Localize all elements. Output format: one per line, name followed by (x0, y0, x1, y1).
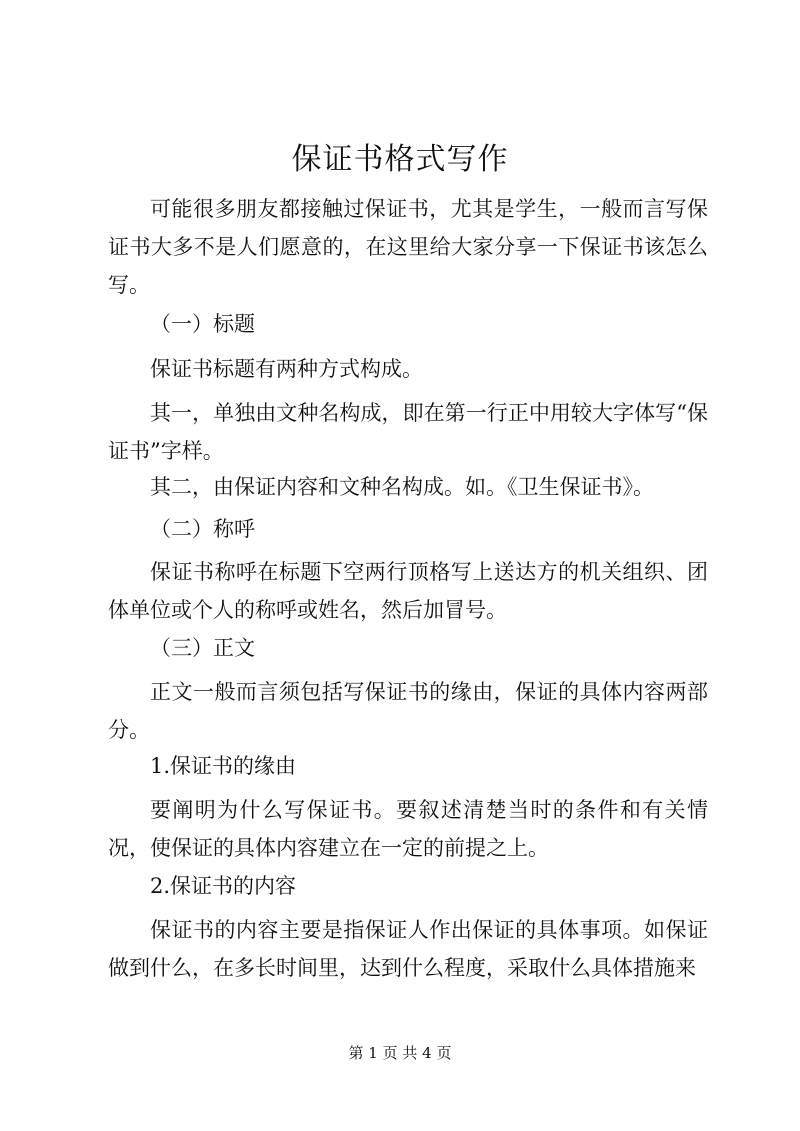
paragraph-title-method-one (108, 394, 708, 470)
paragraph-body-overview (108, 673, 708, 749)
paragraph-intro (108, 190, 708, 304)
paragraph-text: 保证书称呼在标题下空两行顶格写上送达方的机关组织、团体单位或个人的称呼或姓名，然后加冒号。 (108, 560, 708, 622)
paragraph-text: 正文一般而言须包括写保证书的缘由，保证的具体内容两部分。 (108, 680, 708, 742)
document-title: 保证书格式写作 (291, 142, 509, 177)
section-heading-salutation (108, 510, 708, 548)
paragraph-salutation (108, 553, 708, 629)
paragraph-content (108, 911, 708, 987)
subheading-text: 1.保证书的缘由 (150, 754, 297, 778)
paragraph-text: 要阐明为什么写保证书。要叙述清楚当时的条件和有关情况，使保证的具体内容建立在一定的前提之上。 (108, 798, 708, 860)
section-heading-text: （一）标题 (150, 312, 255, 336)
paragraph-title-method-two (108, 468, 708, 506)
page-footer: 第 1 页 共 4 页 (348, 1044, 452, 1062)
paragraph-text: 保证书标题有两种方式构成。 (150, 357, 423, 381)
paragraph-reason (108, 791, 708, 867)
paragraph-text: 其一，单独由文种名构成，即在第一行正中用较大字体写“保证书”字样。 (108, 401, 708, 463)
paragraph-title-methods (108, 350, 708, 388)
section-heading-title (108, 305, 708, 343)
paragraph-text: 可能很多朋友都接触过保证书，尤其是学生，一般而言写保证书大多不是人们愿意的，在这里给大家分享一下保证书该怎么写。 (108, 197, 708, 297)
subheading-reason (108, 747, 708, 785)
subheading-text: 2.保证书的内容 (150, 874, 297, 898)
section-heading-text: （二）称呼 (150, 517, 255, 541)
subheading-content (108, 867, 708, 905)
section-heading-body (108, 629, 708, 667)
paragraph-text: 其二，由保证内容和文种名构成。如。《卫生保证书》。 (150, 475, 654, 499)
paragraph-text: 保证书的内容主要是指保证人作出保证的具体事项。如保证做到什么，在多长时间里，达到什么程度，采取什么具体措施来 (108, 918, 708, 980)
section-heading-text: （三）正文 (150, 636, 255, 660)
